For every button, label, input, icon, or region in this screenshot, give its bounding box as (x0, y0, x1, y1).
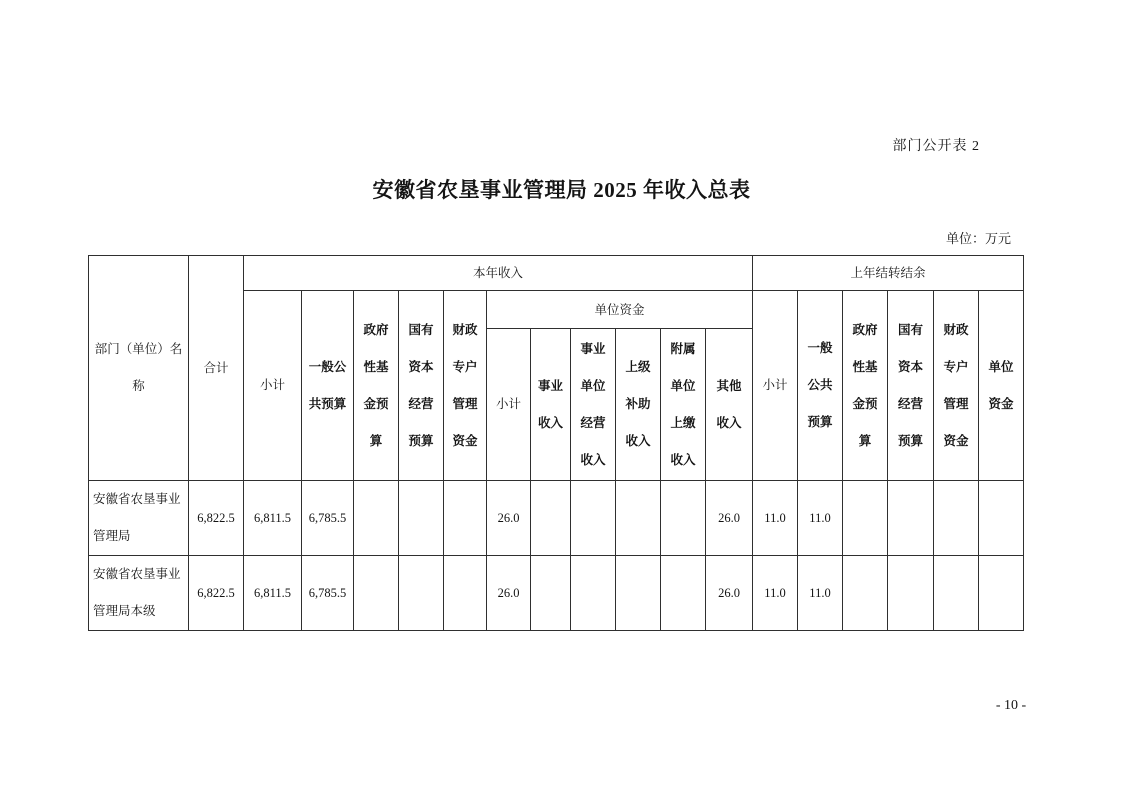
header-current-year-income: 本年收入 (244, 256, 753, 291)
cell-cy-subtotal: 6,811.5 (244, 481, 302, 556)
table-row (89, 481, 1024, 556)
table-row (89, 556, 1024, 631)
header-co-govt-fund-budget: 政府性基金预算 (843, 291, 888, 481)
cell-co-subtotal: 11.0 (753, 556, 798, 631)
cell-uf-operating-income (571, 481, 616, 556)
header-uf-affiliated-remittance-income: 附属单位上缴收入 (661, 329, 706, 481)
income-summary-table (88, 255, 1024, 631)
form-corner-label: 部门公开表 2 (892, 139, 980, 154)
unit-note: 单位：万元 (945, 231, 1011, 246)
cell-co-subtotal: 11.0 (753, 481, 798, 556)
cell-uf-subtotal: 26.0 (487, 556, 531, 631)
cell-co-govt-fund-budget (843, 556, 888, 631)
cell-co-unit-funds (979, 481, 1024, 556)
cell-cy-general-public-budget: 6,785.5 (302, 556, 354, 631)
header-uf-superior-subsidy-income: 上级补助收入 (616, 329, 661, 481)
cell-uf-superior-subsidy-income (616, 481, 661, 556)
header-cy-state-capital-budget: 国有资本经营预算 (399, 291, 444, 481)
cell-co-fiscal-special-account (934, 481, 979, 556)
page-title: 安徽省农垦事业管理局 2025 年收入总表 (372, 178, 751, 202)
cell-cy-state-capital-budget (399, 556, 444, 631)
header-cy-govt-fund-budget: 政府性基金预算 (354, 291, 399, 481)
header-cy-subtotal: 小计 (244, 291, 302, 481)
header-co-fiscal-special-account: 财政专户管理资金 (934, 291, 979, 481)
header-row-groups (89, 256, 1024, 291)
cell-cy-fiscal-special-account (444, 556, 487, 631)
cell-uf-business-income (531, 556, 571, 631)
cell-co-general-public-budget: 11.0 (798, 556, 843, 631)
cell-cy-govt-fund-budget (354, 481, 399, 556)
cell-grand-total: 6,822.5 (189, 556, 244, 631)
header-co-unit-funds: 单位资金 (979, 291, 1024, 481)
header-unit-funds: 单位资金 (487, 291, 753, 329)
header-grand-total: 合计 (189, 256, 244, 481)
header-uf-operating-income: 事业单位经营收入 (571, 329, 616, 481)
header-dept-name: 部门（单位）名称 (89, 256, 189, 481)
header-cy-fiscal-special-account: 财政专户管理资金 (444, 291, 487, 481)
header-co-general-public-budget: 一般公共预算 (798, 291, 843, 481)
cell-uf-subtotal: 26.0 (487, 481, 531, 556)
cell-uf-superior-subsidy-income (616, 556, 661, 631)
cell-uf-operating-income (571, 556, 616, 631)
cell-uf-affiliated-remittance-income (661, 556, 706, 631)
cell-uf-business-income (531, 481, 571, 556)
row-name: 安徽省农垦事业管理局 (89, 481, 189, 556)
cell-cy-govt-fund-budget (354, 556, 399, 631)
cell-cy-subtotal: 6,811.5 (244, 556, 302, 631)
row-name: 安徽省农垦事业管理局本级 (89, 556, 189, 631)
cell-co-govt-fund-budget (843, 481, 888, 556)
cell-cy-fiscal-special-account (444, 481, 487, 556)
header-co-state-capital-budget: 国有资本经营预算 (888, 291, 934, 481)
cell-uf-affiliated-remittance-income (661, 481, 706, 556)
header-cy-general-public-budget: 一般公共预算 (302, 291, 354, 481)
cell-co-general-public-budget: 11.0 (798, 481, 843, 556)
header-co-subtotal: 小计 (753, 291, 798, 481)
header-uf-subtotal: 小计 (487, 329, 531, 481)
cell-grand-total: 6,822.5 (189, 481, 244, 556)
header-uf-other-income: 其他收入 (706, 329, 753, 481)
cell-cy-state-capital-budget (399, 481, 444, 556)
cell-co-state-capital-budget (888, 556, 934, 631)
header-carryover: 上年结转结余 (753, 256, 1024, 291)
header-uf-business-income: 事业收入 (531, 329, 571, 481)
cell-cy-general-public-budget: 6,785.5 (302, 481, 354, 556)
page-number: - 10 - (995, 698, 1027, 713)
cell-uf-other-income: 26.0 (706, 481, 753, 556)
cell-co-unit-funds (979, 556, 1024, 631)
cell-uf-other-income: 26.0 (706, 556, 753, 631)
cell-co-state-capital-budget (888, 481, 934, 556)
cell-co-fiscal-special-account (934, 556, 979, 631)
